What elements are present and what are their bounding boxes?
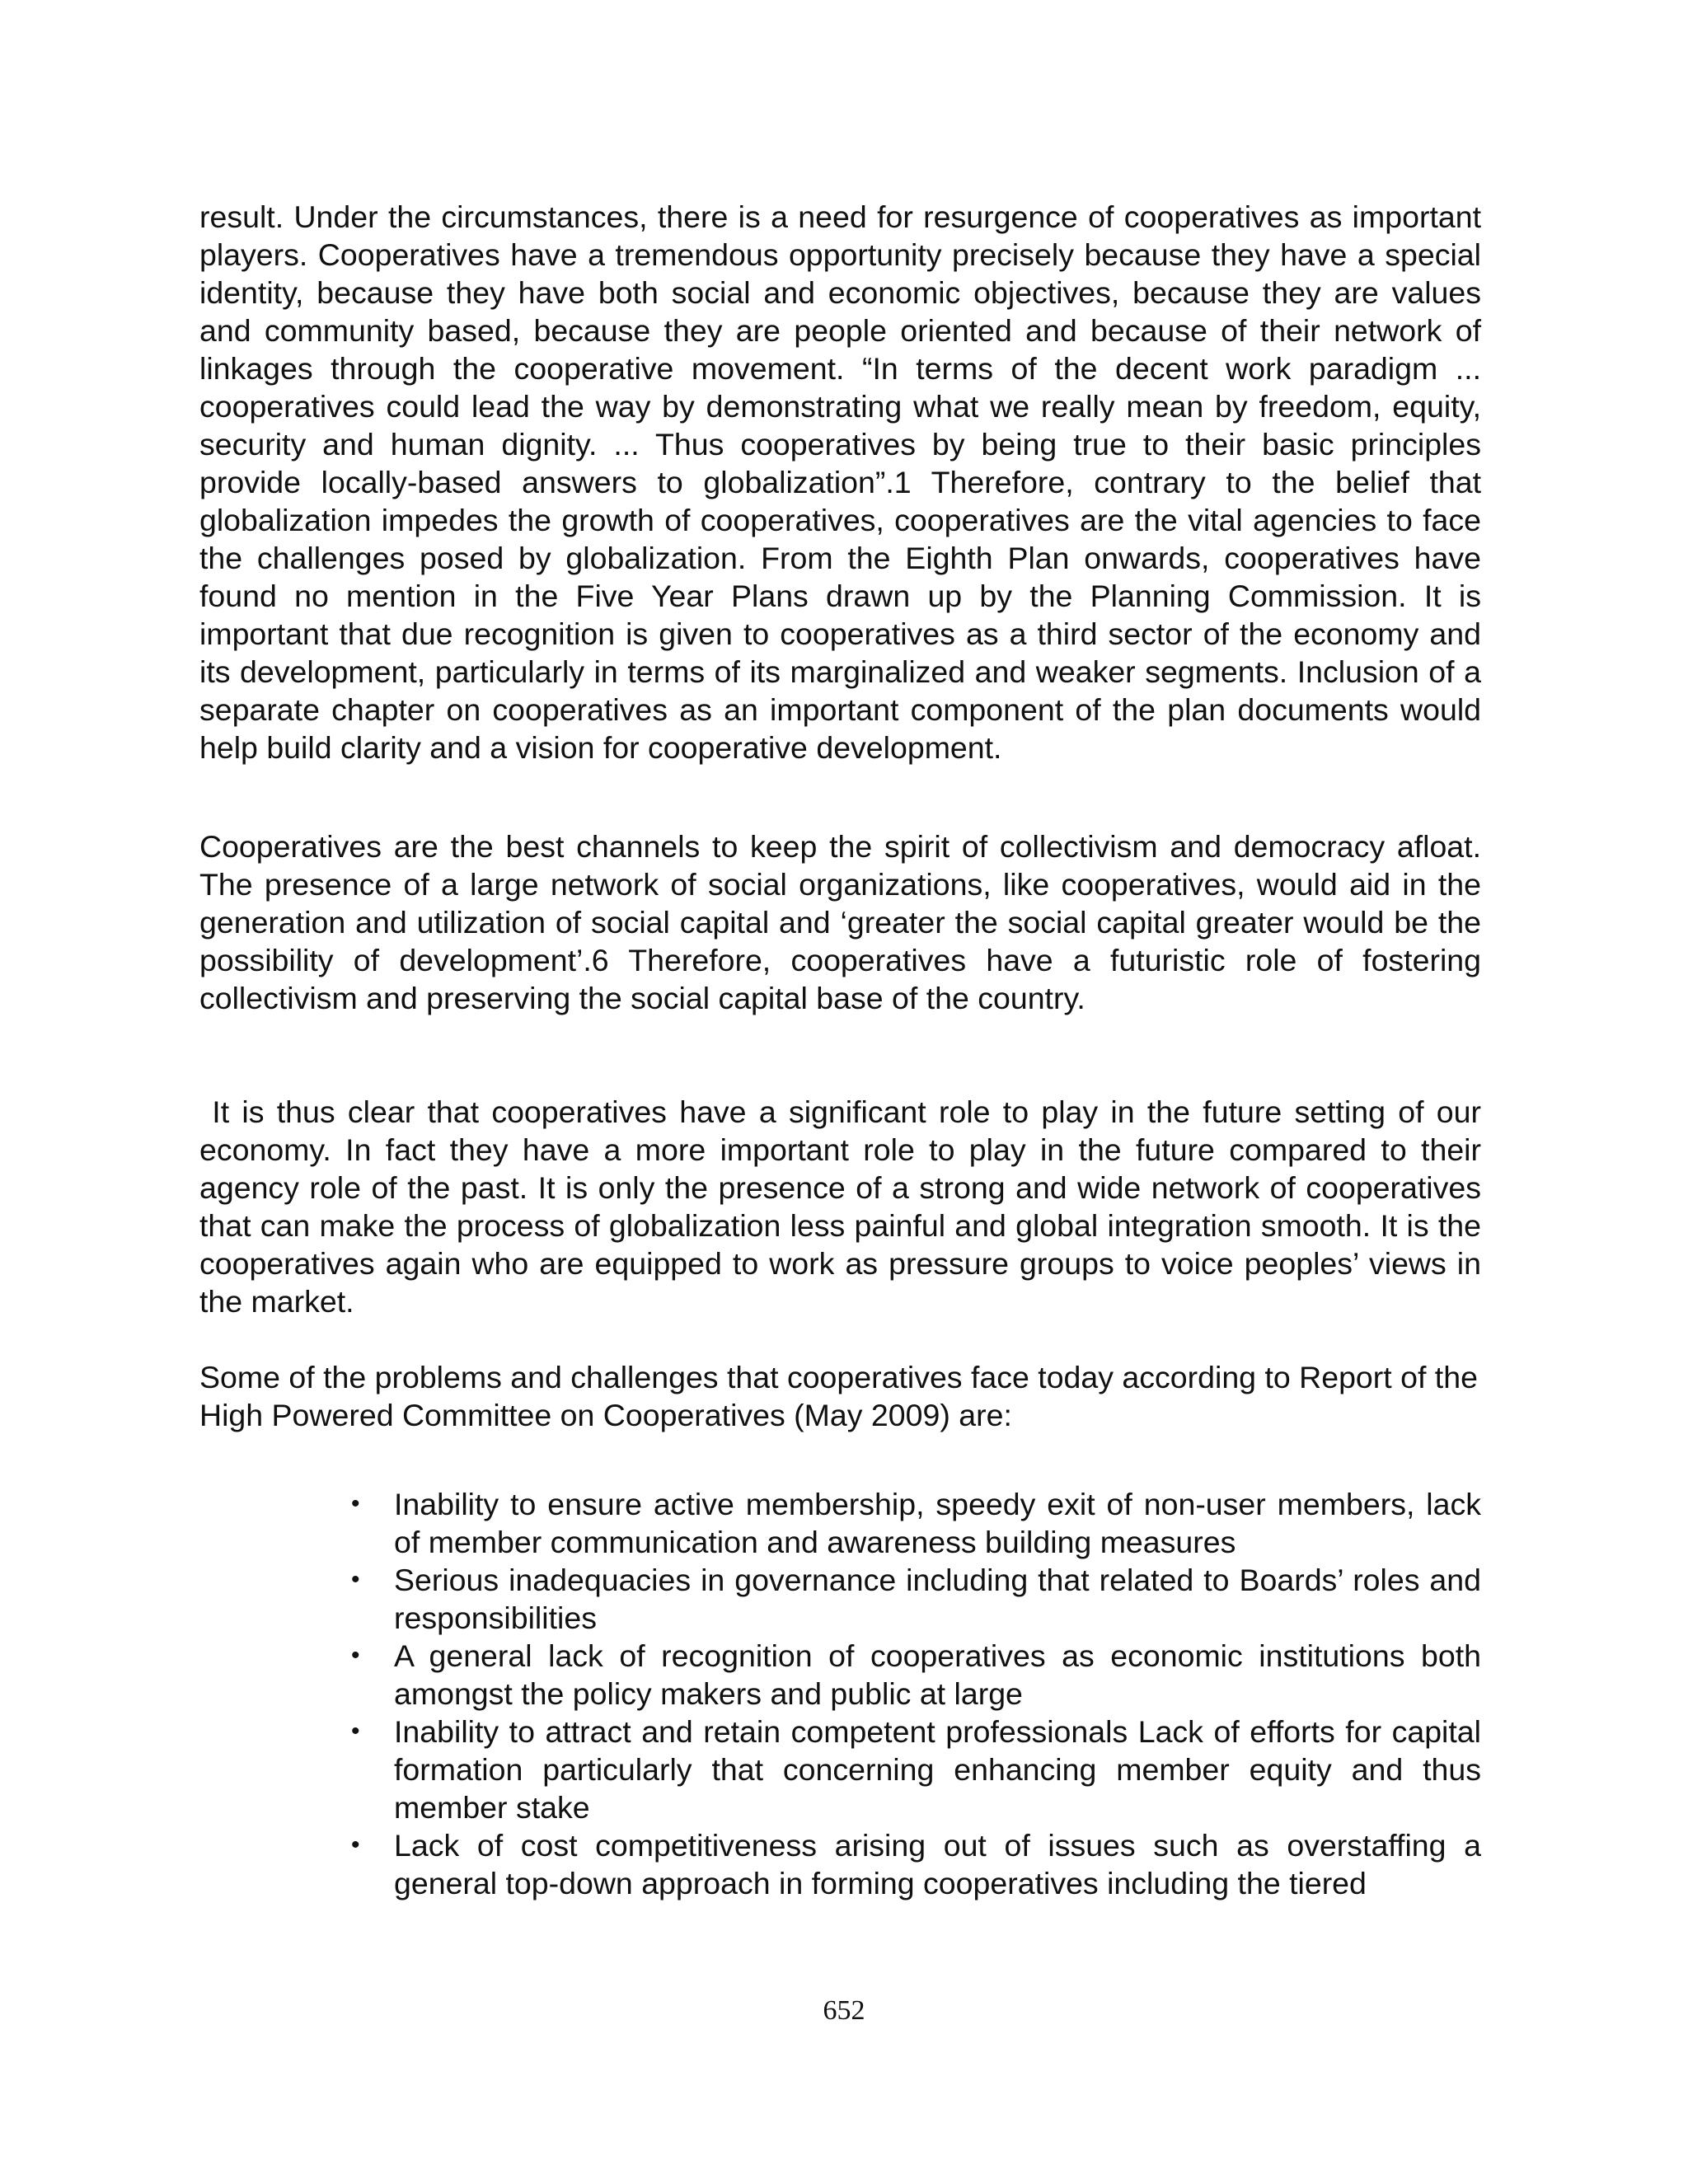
list-item [351, 1561, 1481, 1637]
list-item-text: Lack of cost competitiveness arising out of issues such as overstaffing a general top-down approach in forming cooperatives including the tiered [394, 1828, 1481, 1900]
list-item-text: Serious inadequacies in governance including that related to Boards’ roles and responsibilities [394, 1563, 1481, 1635]
list-intro-paragraph: Some of the problems and challenges that cooperatives face today according to Report of the High Powered Committee on Cooperatives (May 2009) are: [199, 1360, 1478, 1432]
list-item-text: Inability to ensure active membership, speedy exit of non-user members, lack of member communication and awareness building measures [394, 1487, 1481, 1559]
bullet-icon: • [351, 1566, 360, 1593]
list-item [351, 1826, 1481, 1902]
bullet-icon: • [351, 1831, 360, 1858]
list-item [351, 1637, 1481, 1713]
bullet-icon: • [351, 1718, 360, 1745]
list-item [351, 1485, 1481, 1561]
list-item-text: Inability to attract and retain competent professionals Lack of efforts for capital formation particularly that concerning enhancing member equity and thus member stake [394, 1714, 1481, 1825]
body-paragraph: result. Under the circumstances, there is a need for resurgence of cooperatives as important players. Cooperatives have a tremendous opportunity precisely because they have a special identity, because they have both social and economic objectives, because they are values and community based, because they are people oriented and because of their network of linkages through the cooperative movement. “In terms of the decent work paradigm ... cooperatives could lead the way by demonstrating what we really mean by freedom, equity, security and human dignity. ... Thus cooperatives by being true to their basic principles provide locally-based answers to globalization”.1 Therefore, contrary to the belief that globalization impedes the growth of cooperatives, cooperatives are the vital agencies to face the challenges posed by globalization. From the Eighth Plan onwards, cooperatives have found no mention in the Five Year Plans drawn up by the Planning Commission. It is important that due recognition is given to cooperatives as a third sector of the economy and its development, particularly in terms of its marginalized and weaker segments. Inclusion of a separate chapter on cooperatives as an important component of the plan documents would help build clarity and a vision for cooperative development. [199, 199, 1481, 765]
page-number: 652 [823, 1995, 865, 2026]
challenges-list [351, 1485, 1481, 1902]
list-item [351, 1713, 1481, 1826]
bullet-icon: • [351, 1490, 360, 1517]
body-paragraph: Cooperatives are the best channels to keep the spirit of collectivism and democracy afloat. The presence of a large network of social organizations, like cooperatives, would aid in the generation and utilization of social capital and ‘greater the social capital greater would be the possibility of development’.6 Therefore, cooperatives have a futuristic role of fostering collectivism and preserving the social capital base of the country. [199, 829, 1481, 1015]
list-item-text: A general lack of recognition of cooperatives as economic institutions both amongst the policy makers and public at large [394, 1638, 1481, 1711]
bullet-icon: • [351, 1642, 360, 1669]
body-paragraph: It is thus clear that cooperatives have a significant role to play in the future setting of our economy. In fact they have a more important role to play in the future compared to their agency role of the past. It is only the presence of a strong and wide network of cooperatives that can make the process of globalization less painful and global integration smooth. It is the cooperatives again who are equipped to work as pressure groups to voice peoples’ views in the market. [199, 1094, 1490, 1319]
